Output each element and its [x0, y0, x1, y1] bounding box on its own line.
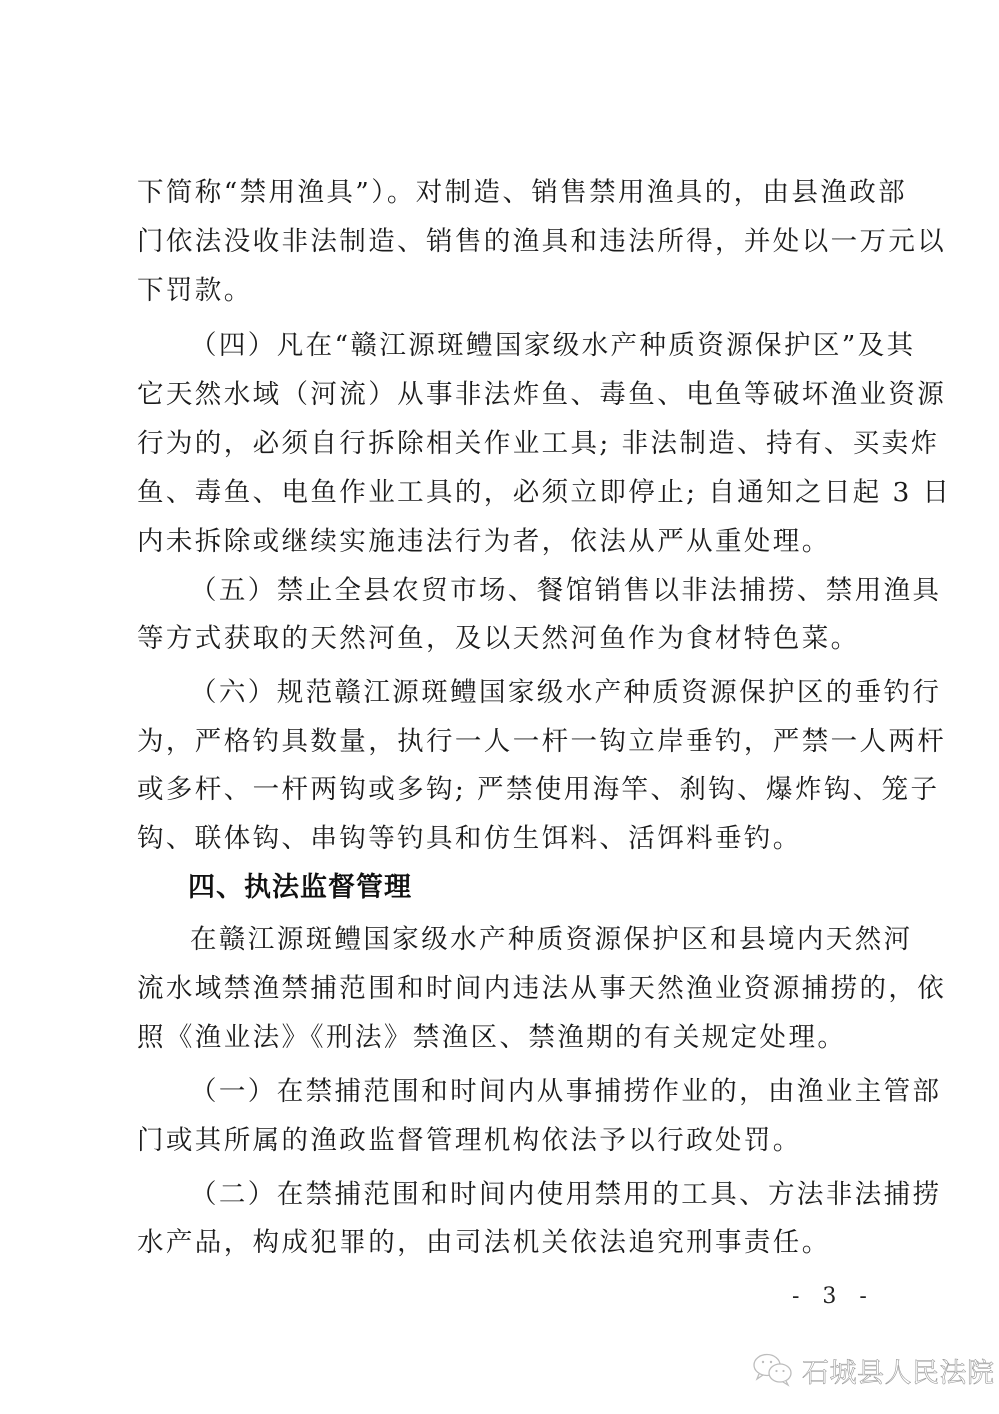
text-line: （六）规范赣江源斑鳢国家级水产种质资源保护区的垂钓行	[190, 677, 942, 708]
text-line: 内未拆除或继续实施违法行为者，依法从严从重处理。	[137, 526, 831, 557]
text-line: 门依法没收非法制造、销售的渔具和违法所得，并处以一万元以	[137, 226, 947, 257]
text-line: 在赣江源斑鳢国家级水产种质资源保护区和县境内天然河	[190, 924, 913, 955]
text-line: 等方式获取的天然河鱼，及以天然河鱼作为食材特色菜。	[137, 623, 860, 654]
watermark-text: 石城县人民法院	[802, 1357, 995, 1389]
text-line: 它天然水域（河流）从事非法炸鱼、毒鱼、电鱼等破坏渔业资源	[137, 379, 947, 410]
text-line: 鱼、毒鱼、电鱼作业工具的，必须立即停止; 自通知之日起 3 日	[137, 477, 952, 508]
text-line: 流水域禁渔禁捕范围和时间内违法从事天然渔业资源捕捞的，依	[137, 973, 947, 1004]
text-line: 下简称“禁用渔具”）。对制造、销售禁用渔具的，由县渔政部	[137, 177, 908, 208]
text-line: 下罚款。	[137, 275, 253, 306]
wechat-icon	[752, 1352, 794, 1388]
text-line: 钩、联体钩、串钩等钓具和仿生饵料、活饵料垂钓。	[137, 823, 802, 854]
section-heading: 四、执法监督管理	[188, 872, 412, 903]
text-line: （五）禁止全县农贸市场、餐馆销售以非法捕捞、禁用渔具	[190, 575, 942, 606]
text-line: 行为的，必须自行拆除相关作业工具; 非法制造、持有、买卖炸	[137, 428, 940, 459]
text-line: （四）凡在“赣江源斑鳢国家级水产种质资源保护区”及其	[190, 330, 916, 361]
text-line: 照《渔业法》《刑法》禁渔区、禁渔期的有关规定处理。	[137, 1022, 847, 1053]
text-line: 或多杆、一杆两钩或多钩; 严禁使用海竿、刹钩、爆炸钩、笼子	[137, 774, 940, 805]
text-line: （一）在禁捕范围和时间内从事捕捞作业的，由渔业主管部	[190, 1076, 942, 1107]
page-number: - 3 -	[792, 1284, 875, 1309]
text-line: 水产品，构成犯罪的，由司法机关依法追究刑事责任。	[137, 1227, 831, 1258]
text-line: （二）在禁捕范围和时间内使用禁用的工具、方法非法捕捞	[190, 1179, 942, 1210]
text-line: 门或其所属的渔政监督管理机构依法予以行政处罚。	[137, 1125, 802, 1156]
text-line: 为，严格钓具数量，执行一人一杆一钩立岸垂钓，严禁一人两杆	[137, 726, 947, 757]
watermark	[752, 1350, 995, 1390]
